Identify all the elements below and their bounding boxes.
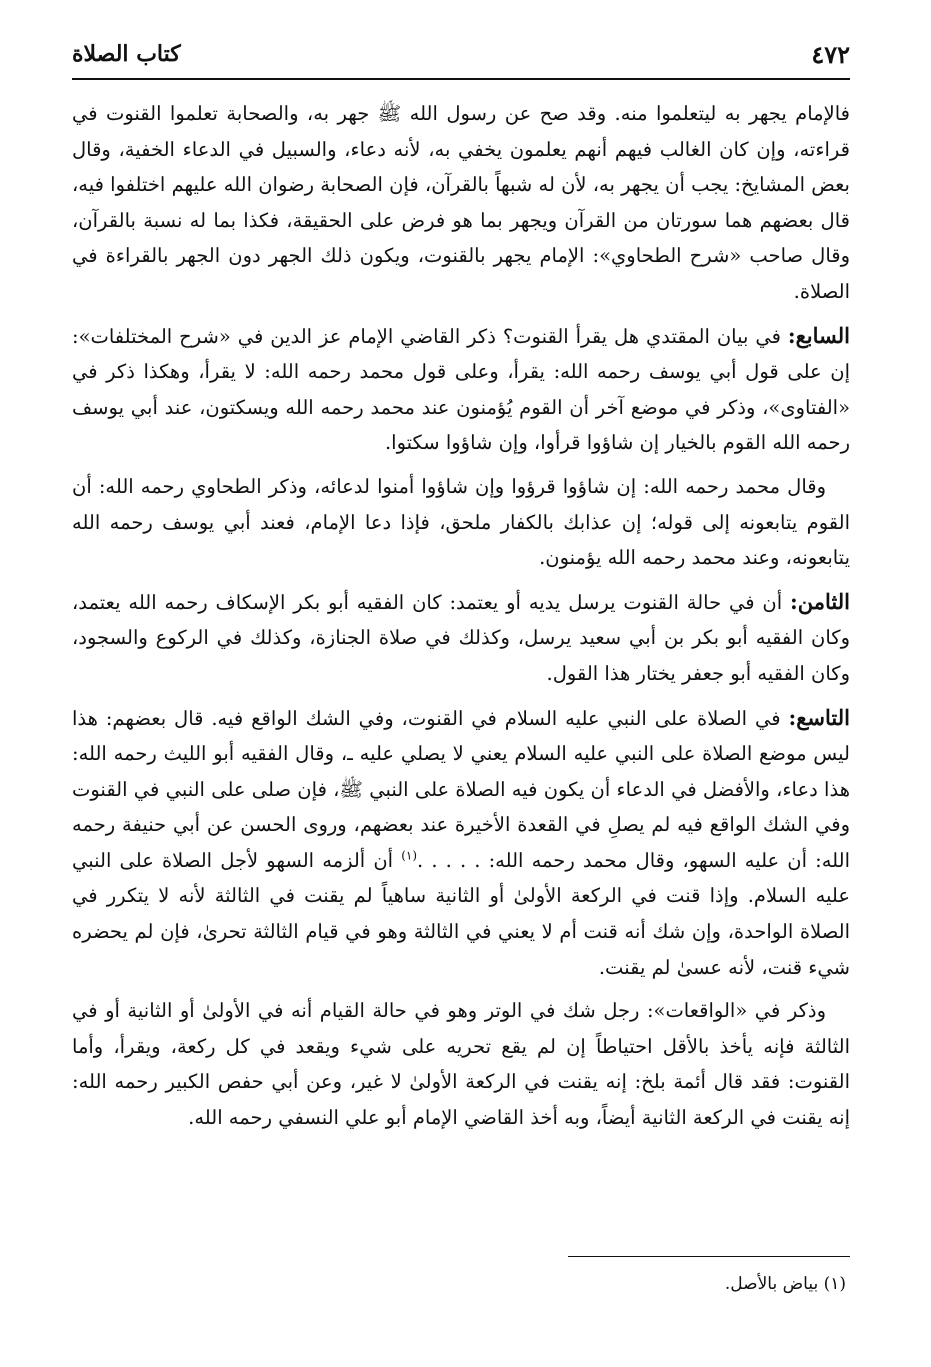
paragraph-5-text-a: في الصلاة على النبي عليه السلام في القنوت، وفي الشك الواقع فيه. قال بعضهم: هذا ليس موضع الصلاة على النبي عليه السلام يعني لا يصلي عليه ـ، وقال الفقيه أبو الليث رحمه الله: هذا دعاء، والأفضل في الدعاء أن يكون فيه الصلاة على النبي ﷺ، فإن صلى على النبي في القنوت وفي الشك الواقع فيه لم يصلِ في القعدة الأخيرة عند بعضهم، وروى الحسن عن أبي حنيفة رحمه الله: أن عليه السهو، وقال محمد رحمه الله: . . . . .	[72, 706, 850, 872]
main-text	[72, 96, 850, 1136]
paragraph-5-text-b: أن ألزمه السهو لأجل الصلاة على النبي عليه السلام. وإذا قنت في الركعة الأولىٰ أو الثانية ساهياً لم يقنت في الثالثة لأنه لا يتكرر في الصلاة الواحدة، وإن شك أنه قنت أم لا يعني في الثالثة وهو في قيام الثالثة تحرىٰ، فإن لم يحضره شيء قنت، لأنه عسىٰ لم يقنت.	[72, 848, 850, 979]
page-header	[72, 34, 850, 80]
book-page	[72, 34, 850, 1294]
paragraph-3: وقال محمد رحمه الله: إن شاؤوا قرؤوا وإن شاؤوا أمنوا لدعائه، وذكر الطحاوي رحمه الله: أن القوم يتابعونه إلى قوله؛ إن عذابك بالكفار ملحق، فإذا دعا الإمام، فعند أبي يوسف رحمه الله يتابعونه، وعند محمد رحمه الله يؤمنون.	[72, 474, 850, 570]
paragraph-1: فالإمام يجهر به ليتعلموا منه. وقد صح عن رسول الله ﷺ جهر به، والصحابة تعلموا القنوت في قراءته، وإن كان الغالب فيهم أنهم يعلمون يخفي به، لأنه دعاء، والسبيل في الدعاء الخفية، وقال بعض المشايخ: يجب أن يجهر به، لأن له شبهاً بالقرآن، فإن الصحابة رضوان الله عليهم اختلفوا فيه، قال بعضهم هما سورتان من القرآن ويجهر بما هو فرض على الحقيقة، فكذا بما له نسبة بالقرآن، وقال صاحب «شرح الطحاوي»: الإمام يجهر بالقنوت، ويكون ذلك الجهر دون الجهر بالقراءة في الصلاة.	[72, 102, 850, 303]
running-title: كتاب الصلاة	[72, 41, 181, 67]
footnote-divider	[568, 1256, 850, 1257]
paragraph-2-text: في بيان المقتدي هل يقرأ القنوت؟ ذكر القاضي الإمام عز الدين في «شرح المختلفات»: إن على قول أبي يوسف رحمه الله: يقرأ، وعلى قول محمد رحمه الله: لا يقرأ، وهكذا ذكر في «الفتاوى»، وذكر في موضع آخر أن القوم يُؤمنون عند محمد رحمه الله ويسكتون، عند أبي يوسف رحمه الله القوم بالخيار إن شاؤوا قرأوا، وإن شاؤوا سكتوا.	[72, 324, 850, 455]
section-term-ninth: التاسع:	[788, 704, 850, 730]
footnote: (١) بياض بالأصل.	[724, 1274, 846, 1294]
paragraph-6: وذكر في «الواقعات»: رجل شك في الوتر وهو في حالة القيام أنه في الأولىٰ أو الثانية أو في الثالثة فإنه يأخذ بالأقل احتياطاً إن لم يقع تحريه على شيء ويقعد في كل ركعة، ويقرأ، وأما القنوت: فقد قال أئمة بلخ: إنه يقنت في الركعة الأولىٰ لا غير، وعن أبي حفص الكبير رحمه الله: إنه يقنت في الركعة الثانية أيضاً، وبه أخذ القاضي الإمام أبو علي النسفي رحمه الله.	[72, 999, 850, 1130]
paragraph-4-text: أن في حالة القنوت يرسل يديه أو يعتمد: كان الفقيه أبو بكر الإسكاف رحمه الله يعتمد، وكان الفقيه أبو بكر بن أبي سعيد يرسل، وكذلك في صلاة الجنازة، وكذلك في الركوع والسجود، وكان الفقيه أبو جعفر يختار هذا القول.	[72, 590, 850, 685]
paragraph-2	[72, 318, 850, 461]
page-number: ٤٧٢	[811, 39, 850, 69]
section-term-eighth: الثامن:	[790, 588, 850, 614]
paragraph-4	[72, 584, 850, 692]
paragraph-5	[72, 700, 850, 986]
section-term-seventh: السابع:	[787, 322, 850, 348]
footnote-reference: (١)	[401, 848, 418, 863]
